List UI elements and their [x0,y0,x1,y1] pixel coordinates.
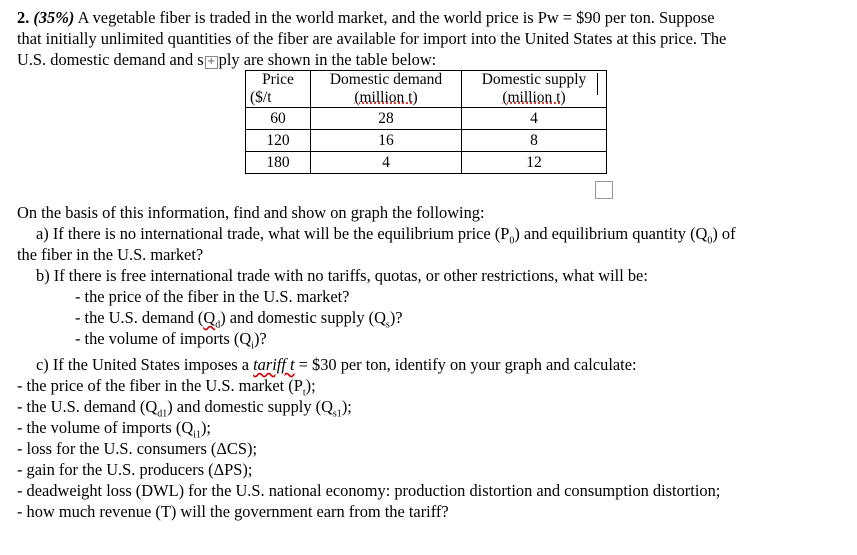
question-b-item-1: - the price of the fiber in the U.S. market? [75,287,350,306]
subheader-demand: (million t) [354,89,418,106]
table-cell: 16 [311,130,462,152]
header-price: Price [262,71,294,88]
table-header-cell [311,71,462,108]
subscript: s [385,319,390,331]
question-c-text: = $30 per ton, identify on your graph and calculate: [294,355,637,374]
question-a-text: ) of [712,224,736,243]
question-c [36,355,637,375]
header-supply: Domestic supply [481,71,587,88]
q-symbol: Q [203,308,216,327]
table-resize-handle[interactable] [595,181,613,199]
table-cell: 28 [311,108,462,130]
subscript: s1 [332,408,342,420]
table-row [246,108,607,130]
subscript: i1 [193,429,201,441]
table-row [246,152,607,174]
question-c1-text: - the price of the fiber in the U.S. market (P [17,376,303,395]
subscript: d1 [157,408,168,420]
problem-intro-line-1 [17,8,715,28]
question-b2-text: )? [389,308,403,327]
table-cell: 12 [462,152,607,174]
table-cell: 120 [246,130,311,152]
question-b3-text: )? [253,329,267,348]
table-cell: 180 [246,152,311,174]
table-cell: 4 [311,152,462,174]
table-cell: 60 [246,108,311,130]
table-cell: 4 [462,108,607,130]
misspelled-word [203,308,221,331]
question-b: b) If there is free international trade with no tariffs, quotas, or other restrictions, what will be: [36,266,648,285]
tariff-word: tariff t [253,355,295,374]
question-c3-text: - the volume of imports (Q [17,418,194,437]
header-demand: Domestic demand [329,71,443,88]
question-a-text: a) If there is no international trade, what will be the equilibrium price (P [36,224,510,243]
subheader-price: ($/t [250,89,272,106]
problem-number: 2. [17,8,30,27]
intro-text-3a: U.S. domestic demand and s [17,50,204,69]
text-cursor [597,73,598,95]
question-b2-text: - the U.S. demand ( [75,308,204,327]
question-a-text: ) and equilibrium quantity (Q [514,224,708,243]
question-b-item-3 [75,329,267,356]
intro-text-3b: ply are shown in the table below: [218,50,437,69]
question-c-item-5: - gain for the U.S. producers (ΔPS); [17,460,253,479]
problem-intro-line-2: that initially unlimited quantities of the fiber are available for import into the United States at this price. The [17,29,727,48]
table-row [246,130,607,152]
problem-intro-line-3 [17,50,436,70]
table-header-row [246,71,607,108]
table-header-cell [246,71,311,108]
subscript: 0 [509,235,515,247]
subscript: i [251,340,254,352]
question-c2-text: ) and domestic supply (Q [167,397,333,416]
question-c-text: c) If the United States imposes a [36,355,254,374]
question-b3-text: - the volume of imports (Q [75,329,252,348]
question-b2-text: ) and domestic supply (Q [220,308,386,327]
question-c-item-6: - deadweight loss (DWL) for the U.S. national economy: production distortion and consumption distortion; [17,481,721,500]
subheader-supply: (million t) [502,89,566,106]
subscript: d [215,319,221,331]
problem-weight: (35%) [33,8,75,27]
subscript: 0 [707,235,713,247]
question-c3-text: ); [200,418,211,437]
question-c2-text: ); [341,397,352,416]
subscript: t [302,387,306,399]
questions-lead: On the basis of this information, find and show on graph the following: [17,203,485,222]
supply-demand-table [245,70,607,174]
table-header-cell [462,71,607,108]
question-c-item-7: - how much revenue (T) will the government earn from the tariff? [17,502,449,521]
question-c2-text: - the U.S. demand (Q [17,397,158,416]
question-c1-text: ); [305,376,316,395]
table-cell: 8 [462,130,607,152]
question-a-line-2: the fiber in the U.S. market? [17,245,204,264]
question-c-item-4: - loss for the U.S. consumers (ΔCS); [17,439,257,458]
move-handle-icon[interactable]: + [205,56,218,69]
intro-text-1: A vegetable fiber is traded in the world market, and the world price is Pw = $90 per ton. Suppose [74,8,715,27]
